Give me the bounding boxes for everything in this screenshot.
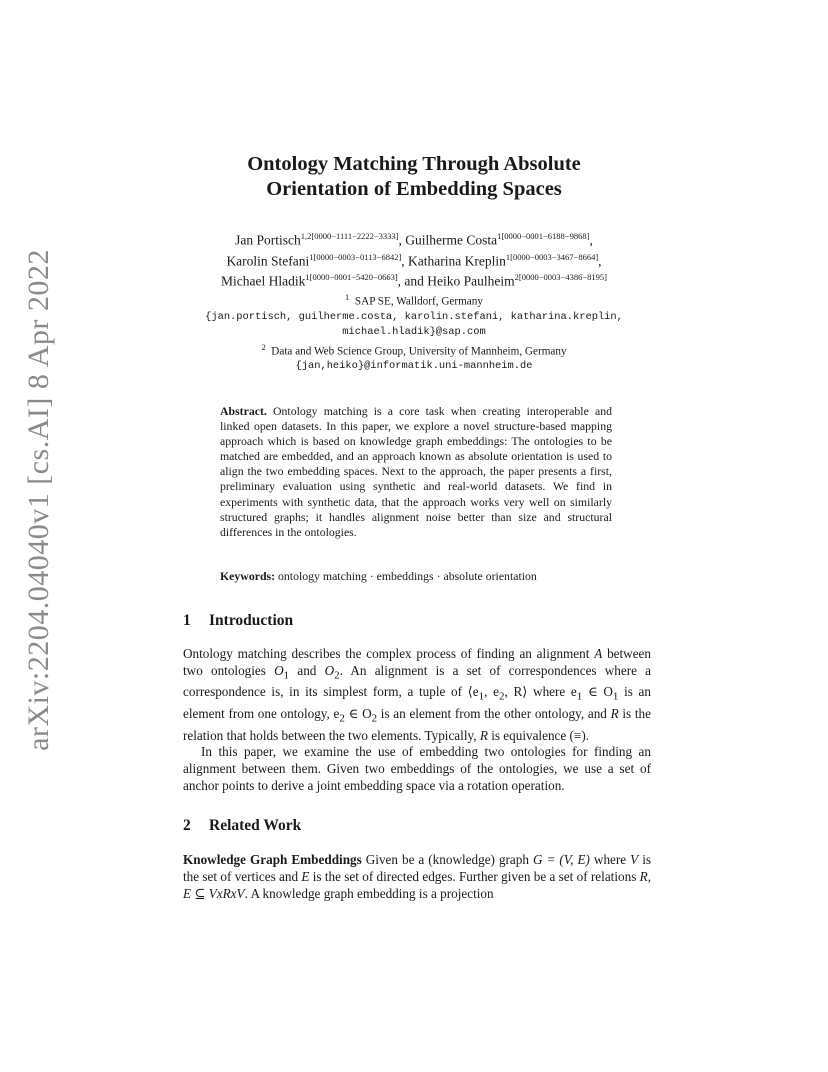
author-orcid: 1[0000−0001−6188−9868] bbox=[497, 231, 590, 241]
author-name: Guilherme Costa bbox=[405, 232, 498, 248]
email-line: {jan.portisch, guilherme.costa, karolin.stefani, katharina.kreplin, bbox=[205, 310, 623, 323]
keywords-label: Keywords: bbox=[220, 569, 276, 583]
affiliation-1: SAP SE, Walldorf, Germany bbox=[354, 295, 483, 308]
author-name: Jan Portisch bbox=[235, 232, 301, 248]
author-orcid: 2[0000−0003−4386−8195] bbox=[514, 272, 607, 282]
paragraph: In this paper, we examine the use of embedding two ontologies for finding an alignment between them. Given two embeddings of the ontologies, we use a set of anchor points to derive a joint embedding space via a rotation operation. bbox=[183, 744, 651, 794]
email-line: michael.hladik}@sap.com bbox=[342, 325, 486, 338]
author-list: Jan Portisch$^{1,2[0000-1111-2222-3333]}$, Guilherme Costa$^{1[0000-0001-6188-9868]}$, Karolin Stefani$^{1[0000-0003-0113-6842]}$, Katharina Kreplin$^{1[0000-0003-3467-8664]}$, Michael Hladik$^{1[0000-0001-5420-0663]}$, and Heiko Paulheim$^{2[0000-0003-4386-8195]}$ bbox=[221, 231, 607, 289]
introduction-body bbox=[183, 646, 651, 795]
subheading: Knowledge Graph Embeddings bbox=[183, 852, 362, 867]
abstract bbox=[220, 404, 612, 540]
related-work-body bbox=[183, 852, 651, 903]
paper-title bbox=[0, 152, 828, 202]
section-heading: 1 Introduction bbox=[183, 612, 294, 629]
paragraph: Knowledge Graph Embeddings Given be a (knowledge) graph G = (V, E) where V is the set of vertices and E is the set of directed edges. Further given be a set of relations R, E ⊆ VxRxV. A knowledge graph embedding is a projection bbox=[183, 852, 652, 901]
author-name: Katharina Kreplin bbox=[408, 253, 506, 268]
affiliation-2: Data and Web Science Group, University of Mannheim, Germany bbox=[271, 345, 567, 358]
keywords-text: ontology matching · embeddings · absolute orientation bbox=[278, 569, 537, 583]
abstract-text: Ontology matching is a core task when creating interoperable and linked open datasets. In this paper, we explore a novel structure-based mapping approach which is based on knowledge graph embeddings: The ontologies to be matched are embedded, and an approach known as absolute orientation is used to align the two embedding spaces. Next to the approach, the paper presents a first, preliminary evaluation using synthetic and real-world datasets. We find in experiments with synthetic data, that the approach works very well on similarly structured graphs; it handles alignment noise better than size and structural differences in the ontologies. bbox=[220, 404, 613, 539]
title-line-1: Ontology Matching Through Absolute bbox=[247, 153, 581, 175]
arxiv-id: arXiv:2204.04040v1 [cs.AI] 8 Apr 2022 bbox=[22, 249, 55, 751]
abstract-label: Abstract. bbox=[220, 404, 267, 418]
author-orcid: 1[0000−0003−3467−8664] bbox=[505, 251, 599, 262]
affiliations: $^1$ SAP SE, Walldorf, Germany {jan.portisch, guilherme.costa, karolin.stefani, katharina.kreplin, michael.hladik}@sap.com $^2$ Data and Web Science Group, University of Mannheim, Germany {jan,heiko}@informatik.uni-mannheim.de bbox=[0, 290, 828, 374]
author-orcid: 1,2[0000−1111−2222−3333] bbox=[300, 231, 399, 241]
keywords bbox=[220, 569, 612, 584]
author-name: Michael Hladik bbox=[221, 273, 306, 289]
author-orcid: 1[0000−0003−0113−6842] bbox=[309, 251, 402, 262]
title-line-2: Orientation of Embedding Spaces bbox=[266, 178, 562, 200]
paragraph: Ontology matching describes the complex process of finding an alignment A between two ontologies $O_1$ and $O_2$. An alignment is a set of correspondences where a correspondence is, in its simplest form, a tuple of $⟨e_1$, $e_2$, R⟩ where $e_1$ ∈ $O_1$ is an element from one ontology, $e_2$ ∈ $O_2$ is an element from the other ontology, and R is the relation that holds between the two elements. Typically, R is equivalence (≡). bbox=[183, 646, 652, 743]
author-name: Heiko Paulheim bbox=[427, 273, 515, 289]
email-line: {jan,heiko}@informatik.uni-mannheim.de bbox=[295, 360, 533, 373]
author-orcid: 1[0000−0001−5420−0663] bbox=[305, 272, 398, 282]
author-name: Karolin Stefani bbox=[226, 253, 310, 268]
section-heading: 2 Related Work bbox=[183, 817, 302, 834]
